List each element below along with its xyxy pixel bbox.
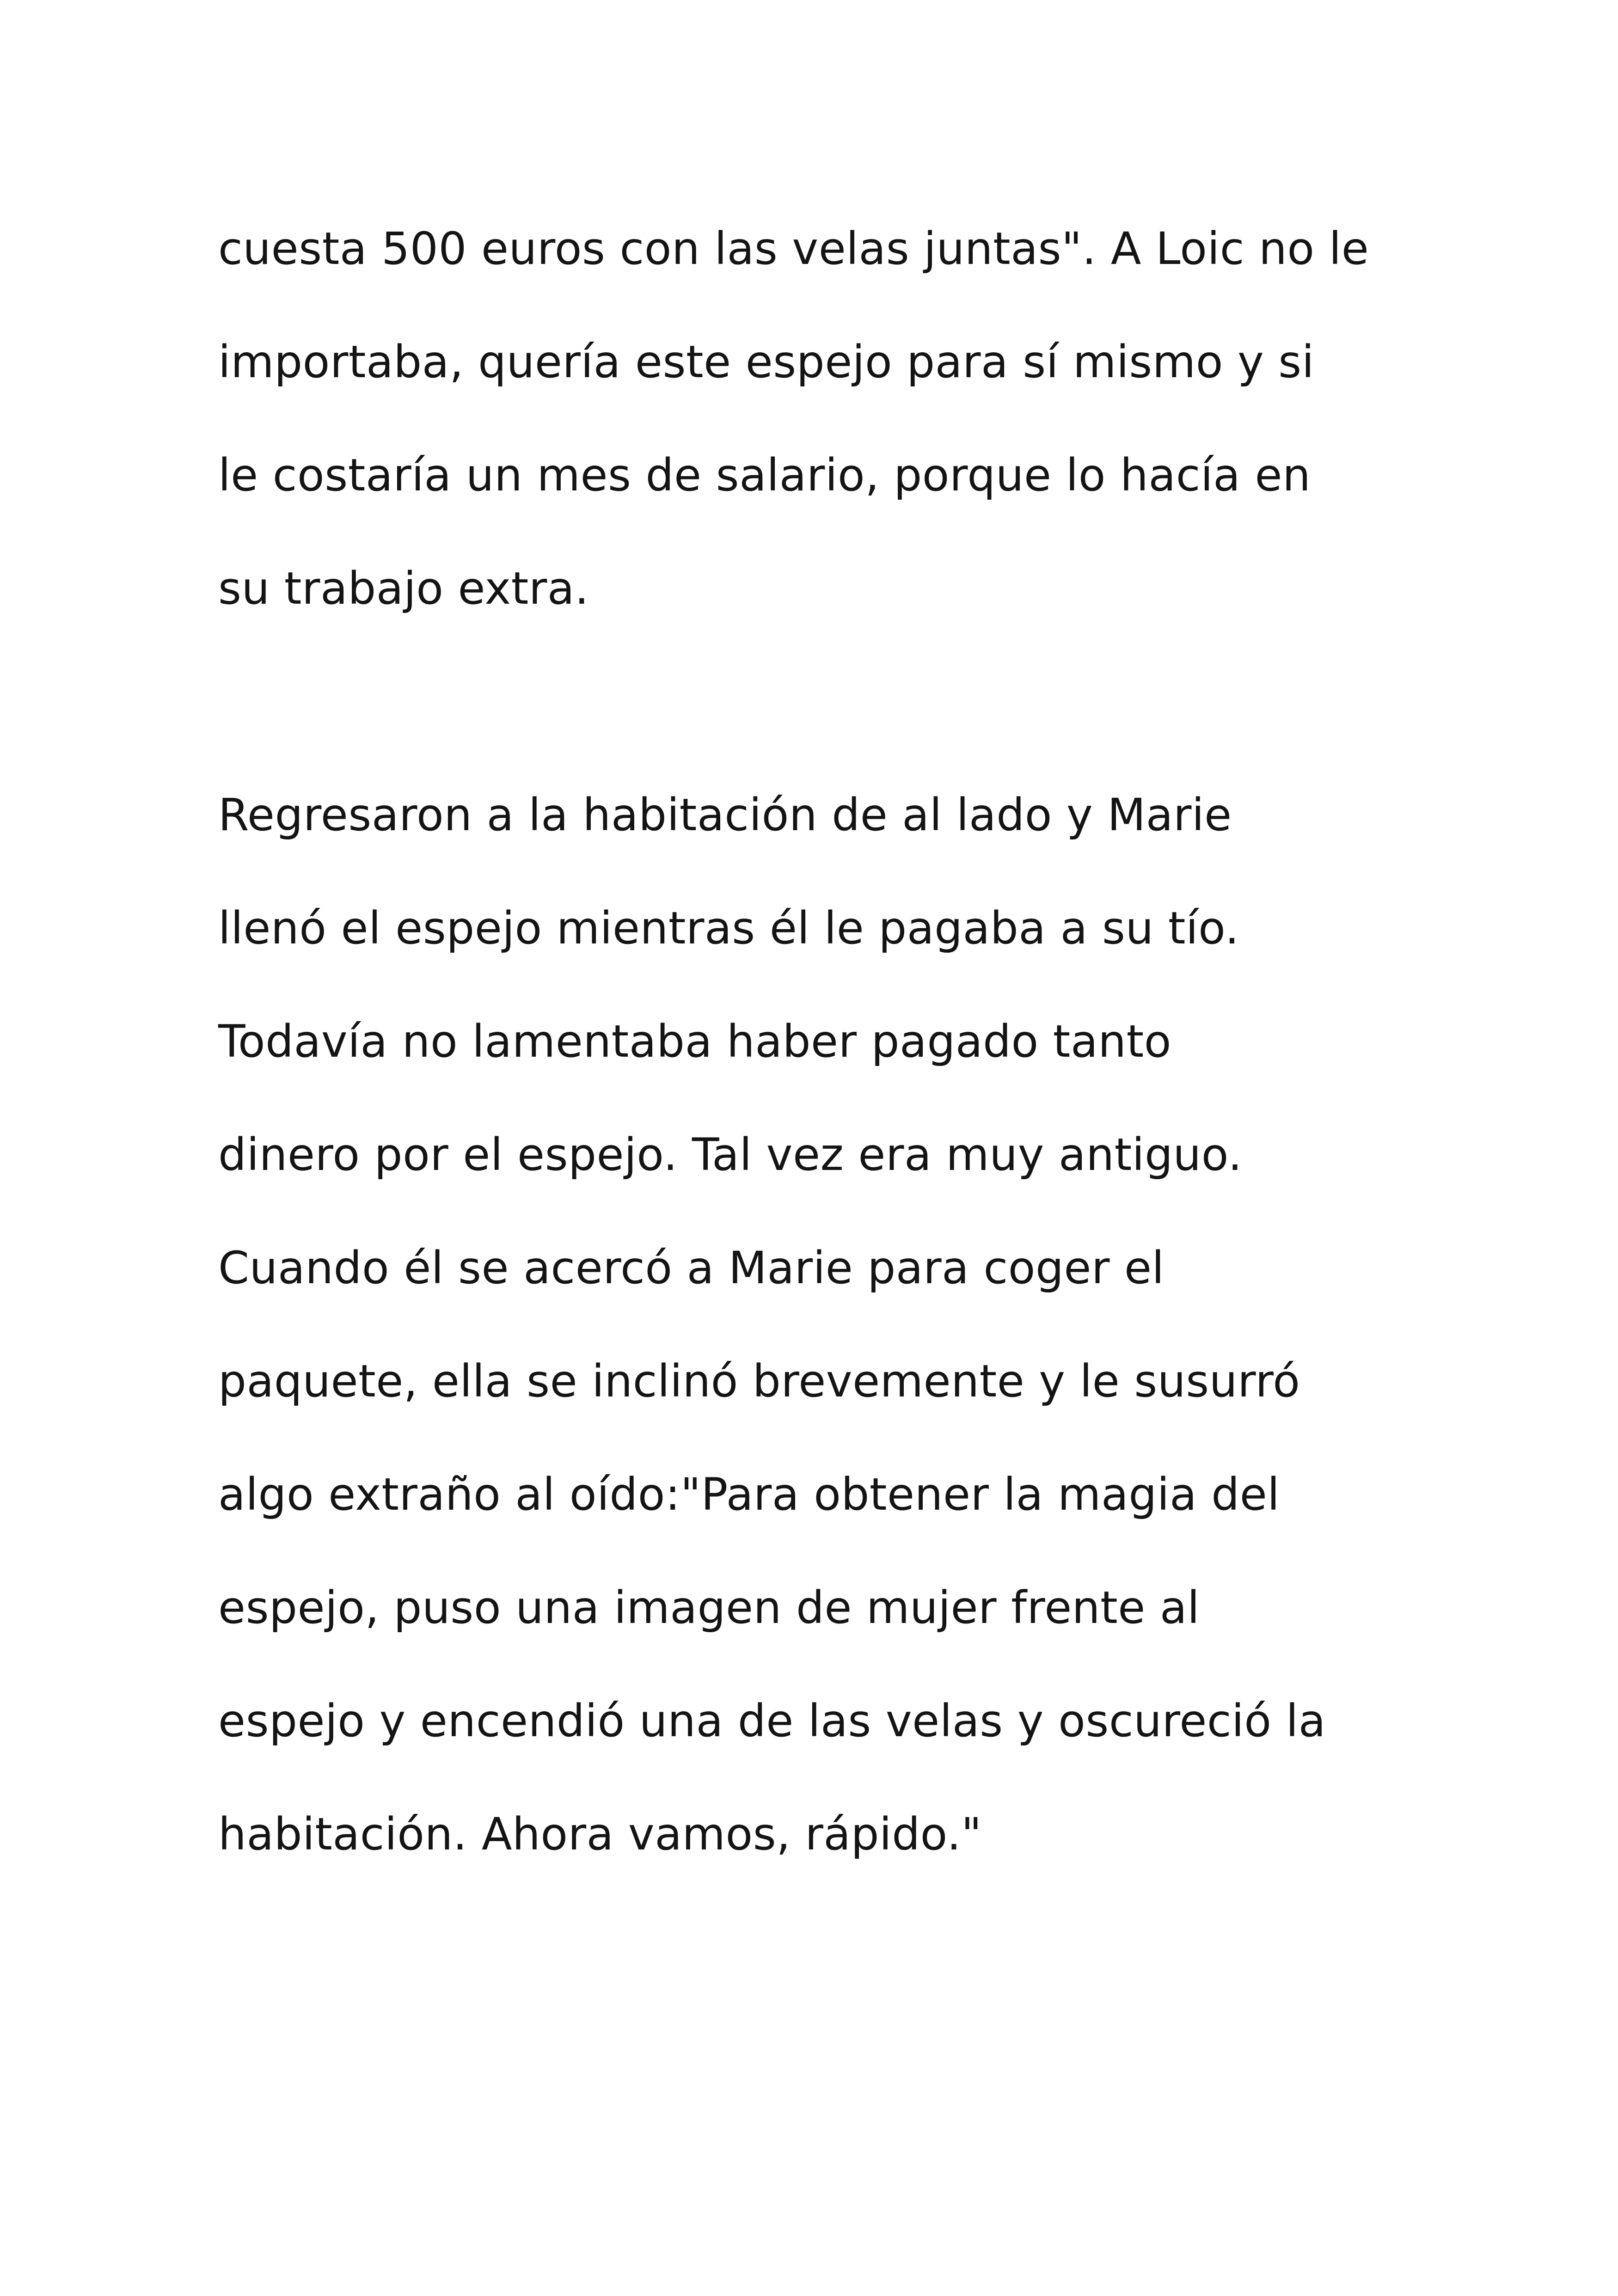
text-line: importaba, quería este espejo para sí mismo y si (218, 336, 1314, 388)
text-line: su trabajo extra. (218, 563, 589, 614)
text-line: habitación. Ahora vamos, rápido." (218, 1808, 982, 1860)
text-line: espejo, puso una imagen de mujer frente al (218, 1582, 1200, 1634)
text-line: llenó el espejo mientras él le pagaba a su tío. (218, 902, 1239, 954)
text-line: dinero por el espejo. Tal vez era muy antiguo. (218, 1129, 1243, 1181)
text-line: Regresaron a la habitación de al lado y Marie (218, 789, 1232, 841)
text-line: algo extraño al oído:"Para obtener la magia del (218, 1469, 1280, 1520)
text-line: espejo y encendió una de las velas y oscureció la (218, 1695, 1326, 1747)
text-line: Cuando él se acercó a Marie para coger el (218, 1242, 1164, 1294)
text-line: paquete, ella se inclinó brevemente y le susurró (218, 1355, 1300, 1407)
text-line: Todavía no lamentaba haber pagado tanto (218, 1016, 1171, 1067)
text-line: cuesta 500 euros con las velas juntas". A Loic no le (218, 223, 1369, 275)
text-line: le costaría un mes de salario, porque lo hacía en (218, 449, 1311, 501)
